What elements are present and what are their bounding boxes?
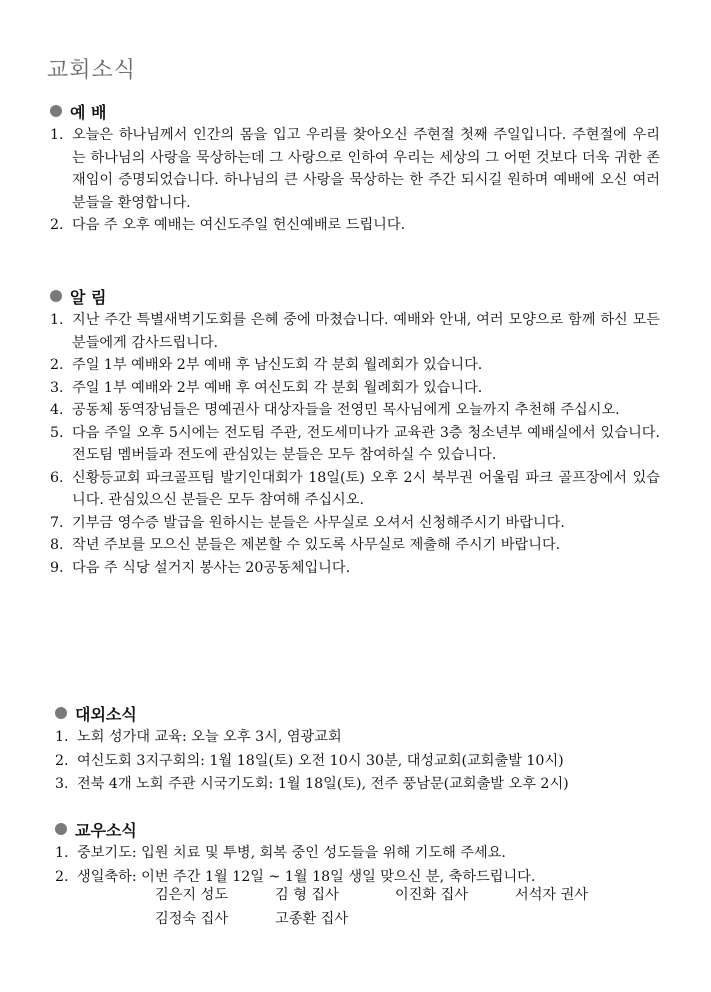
item-text: 공동체 동역장님들은 명예권사 대상자들을 전영민 목사님에게 오늘까지 추천해 주십시오. xyxy=(72,402,620,418)
notices-heading xyxy=(50,283,660,309)
birthday-names-row xyxy=(155,908,635,932)
birthday-name: 이진화 집사 xyxy=(395,887,469,903)
list-item xyxy=(55,750,665,774)
item-number: 2. xyxy=(50,217,64,233)
item-text: 주일 1부 예배와 2부 예배 후 여신도회 각 분회 월례회가 있습니다. xyxy=(72,379,483,396)
list-item xyxy=(55,726,665,750)
birthday-name: 김정숙 집사 xyxy=(155,910,229,927)
item-number: 1. xyxy=(55,845,69,861)
item-number: 2. xyxy=(50,357,64,373)
item-text: 기부금 영수증 발급을 원하시는 분들은 사무실로 오셔서 신청해주시기 바랍니다. xyxy=(72,514,565,531)
item-number: 4. xyxy=(50,402,64,418)
bullet-icon xyxy=(50,290,62,302)
item-number: 2. xyxy=(55,868,69,885)
worship-heading xyxy=(50,98,660,124)
external-news-section xyxy=(55,700,665,797)
members-heading-label: 교우소식 xyxy=(75,820,137,840)
birthday-names xyxy=(155,884,635,931)
worship-heading-label: 예 배 xyxy=(70,102,107,122)
list-item xyxy=(50,422,660,467)
birthday-name: 서석자 권사 xyxy=(515,887,589,903)
notices-heading-label: 알 림 xyxy=(70,287,107,307)
bullet-icon xyxy=(50,105,62,117)
item-text: 전북 4개 노회 주관 시국기도회: 1월 18일(토), 전주 풍남문(교회출발 오후 2시) xyxy=(77,776,569,792)
bullet-icon xyxy=(55,823,67,835)
item-text: 중보기도: 입원 치료 및 투병, 회복 중인 성도들을 위해 기도해 주세요. xyxy=(77,845,506,861)
item-text: 여신도회 3지구회의: 1월 18일(토) 오전 10시 30분, 대성교회(교회출발 10시) xyxy=(77,752,564,769)
item-text: 생일축하: 이번 주간 1월 12일 ~ 1월 18일 생일 맞으신 분, 축하드립니다. xyxy=(77,868,536,885)
birthday-name: 김 형 집사 xyxy=(275,887,339,903)
item-number: 1. xyxy=(50,127,64,143)
list-item xyxy=(50,399,660,422)
item-text: 주일 1부 예배와 2부 예배 후 남신도회 각 분회 월례회가 있습니다. xyxy=(72,357,483,373)
item-text: 다음 주 식당 설거지 봉사는 20공동체입니다. xyxy=(72,559,351,576)
item-number: 6. xyxy=(50,469,64,486)
item-number: 8. xyxy=(50,537,64,553)
members-list xyxy=(55,842,665,889)
notices-section xyxy=(50,283,660,579)
birthday-name: 김은지 성도 xyxy=(155,887,229,903)
item-number: 1. xyxy=(55,729,69,745)
list-item xyxy=(50,557,660,580)
worship-list xyxy=(50,124,660,237)
list-item xyxy=(50,309,660,354)
members-news-section xyxy=(55,816,665,889)
list-item xyxy=(50,354,660,377)
external-heading-label: 대외소식 xyxy=(75,704,137,724)
item-text: 노회 성가대 교육: 오늘 오후 3시, 염광교회 xyxy=(77,729,342,745)
worship-section xyxy=(50,98,660,237)
external-heading xyxy=(55,700,665,726)
page-title: 교회소식 xyxy=(47,58,137,83)
item-number: 2. xyxy=(55,752,69,769)
list-item xyxy=(55,842,665,866)
bullet-icon xyxy=(55,707,67,719)
item-number: 1. xyxy=(50,312,64,328)
list-item xyxy=(50,512,660,535)
item-text: 다음 주 오후 예배는 여신도주일 헌신예배로 드립니다. xyxy=(72,217,406,233)
item-number: 7. xyxy=(50,514,64,531)
item-text: 오늘은 하나님께서 인간의 몸을 입고 우리를 찾아오신 주현절 첫째 주일입니다. 주현절에 우리는 하나님의 사랑을 묵상하는데 그 사랑으로 인하여 우리는 세상의 그 어떤 것보다 더욱 귀한 존재임이 증명되었습니다. 하나님의 큰 사랑을 묵상하는 한 주간 되시길 원하며 예배에 오신 여러분들을 환영합니다. xyxy=(72,127,660,211)
members-heading xyxy=(55,816,665,842)
item-text: 다음 주일 오후 5시에는 전도팀 주관, 전도세미나가 교육관 3층 청소년부 예배실에서 있습니다. 전도팀 멤버들과 전도에 관심있는 분들은 모두 참여하실 수 있습니다. xyxy=(72,424,660,463)
list-item xyxy=(50,214,660,237)
external-list xyxy=(55,726,665,797)
list-item xyxy=(50,377,660,400)
birthday-name: 고종환 집사 xyxy=(275,910,349,927)
item-number: 9. xyxy=(50,559,64,576)
item-number: 3. xyxy=(55,776,69,792)
item-number: 3. xyxy=(50,379,64,396)
list-item xyxy=(50,467,660,512)
list-item xyxy=(50,534,660,557)
item-text: 신황등교회 파크골프팀 발기인대회가 18일(토) 오후 2시 북부권 어울림 파크 골프장에서 있습니다. 관심있으신 분들은 모두 참여해 주십시오. xyxy=(72,469,660,508)
list-item xyxy=(50,124,660,214)
notices-list xyxy=(50,309,660,579)
birthday-names-row xyxy=(155,884,635,908)
list-item xyxy=(55,773,665,797)
item-number: 5. xyxy=(50,424,64,441)
item-text: 지난 주간 특별새벽기도회를 은혜 중에 마쳤습니다. 예배와 안내, 여러 모양으로 함께 하신 모든 분들에게 감사드립니다. xyxy=(72,312,660,351)
item-text: 작년 주보를 모으신 분들은 제본할 수 있도록 사무실로 제출해 주시기 바랍니다. xyxy=(72,537,561,553)
